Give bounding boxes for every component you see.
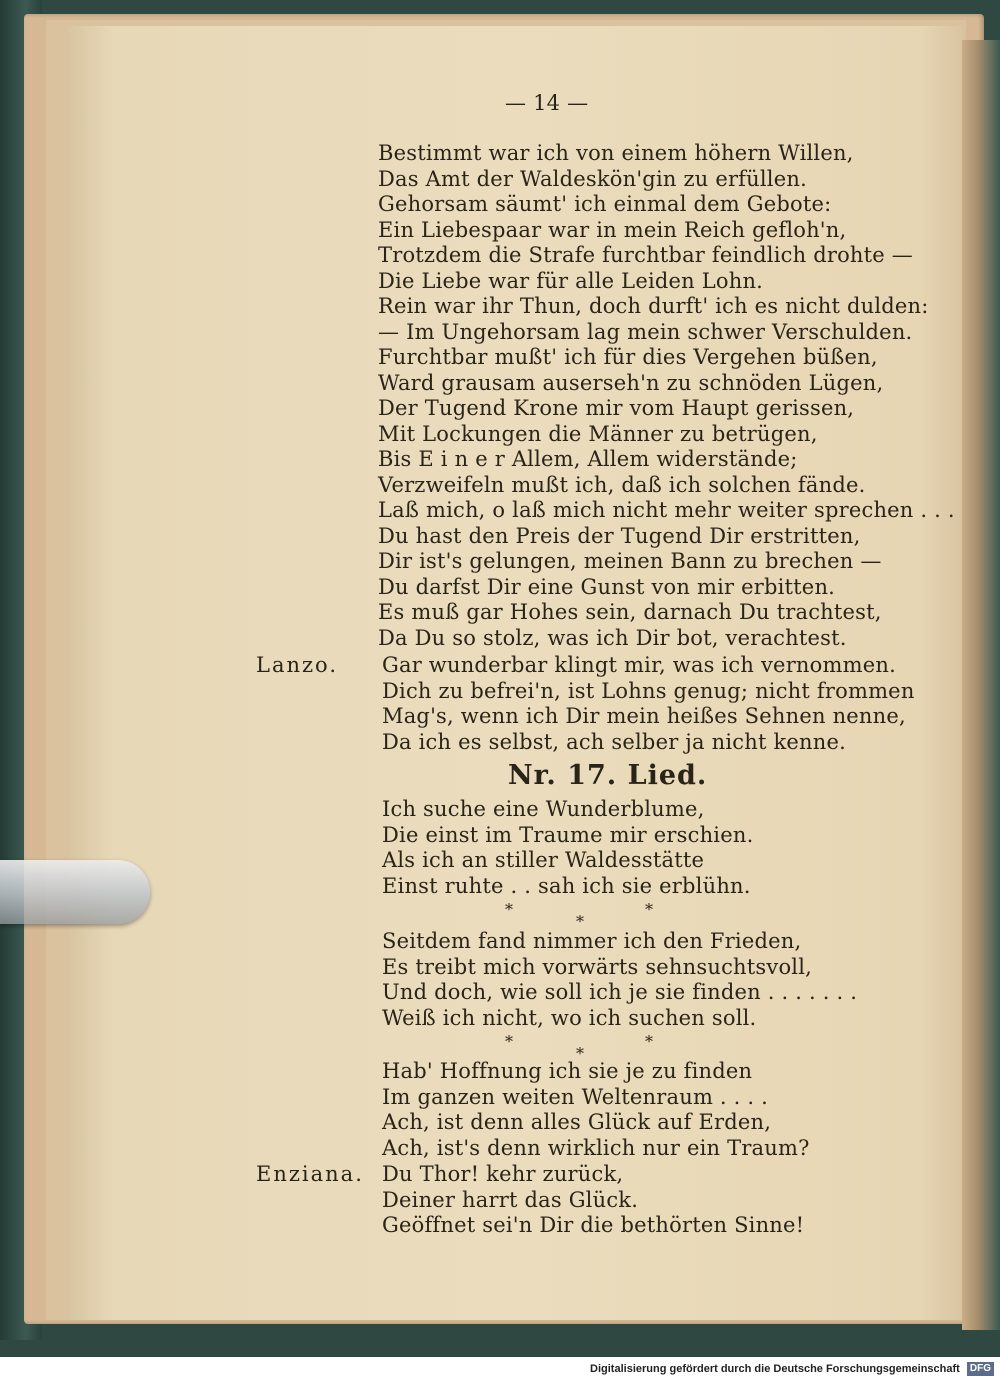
asterism-star: * bbox=[505, 1032, 514, 1051]
verse-line: Als ich an stiller Waldesstätte bbox=[382, 848, 705, 872]
verse-line: Dir ist's gelungen, meinen Bann zu brechen — bbox=[378, 549, 882, 573]
verse-line: Mit Lockungen die Männer zu betrügen, bbox=[378, 422, 818, 446]
asterism-star: * bbox=[576, 1044, 585, 1063]
verse-line: Ach, ist denn alles Glück auf Erden, bbox=[382, 1110, 772, 1134]
song-heading: Nr. 17. Lied. bbox=[508, 760, 708, 791]
asterism-star: * bbox=[645, 1032, 654, 1051]
verse-line: Der Tugend Krone mir vom Haupt gerissen, bbox=[378, 396, 855, 420]
verse-line: Es muß gar Hohes sein, darnach Du trachtest, bbox=[378, 600, 882, 624]
verse-line: Die Liebe war für alle Leiden Lohn. bbox=[378, 269, 764, 293]
verse-line: — Im Ungehorsam lag mein schwer Verschulden. bbox=[378, 320, 913, 344]
verse-line: Furchtbar mußt' ich für dies Vergehen büßen, bbox=[378, 345, 878, 369]
verse-line: Hab' Hoffnung ich sie je zu finden bbox=[382, 1059, 753, 1083]
asterism-star: * bbox=[576, 912, 585, 931]
speaker-name: Lanzo. bbox=[256, 653, 339, 677]
funding-text: Digitalisierung gefördert durch die Deutsche Forschungsgemeinschaft bbox=[590, 1363, 960, 1375]
verse-line: Deiner harrt das Glück. bbox=[382, 1188, 639, 1212]
page-number: — 14 — bbox=[505, 91, 589, 115]
verse-line: Ward grausam auserseh'n zu schnöden Lügen, bbox=[378, 371, 884, 395]
verse-line: Gehorsam säumt' ich einmal dem Gebote: bbox=[378, 192, 832, 216]
verse-line: Einst ruhte . . sah ich sie erblühn. bbox=[382, 874, 751, 898]
asterism-star: * bbox=[645, 900, 654, 919]
verse-line: Geöffnet sei'n Dir die bethörten Sinne! bbox=[382, 1213, 805, 1237]
verse-line: Da Du so stolz, was ich Dir bot, verachtest. bbox=[378, 626, 847, 650]
verse-line: Gar wunderbar klingt mir, was ich vernommen. bbox=[382, 653, 896, 677]
verse-line: Seitdem fand nimmer ich den Frieden, bbox=[382, 929, 802, 953]
verse-line: Bestimmt war ich von einem höhern Willen, bbox=[378, 141, 854, 165]
dfg-logo: DFG bbox=[967, 1362, 994, 1376]
verse-line: Du darfst Dir eine Gunst von mir erbitten. bbox=[378, 575, 836, 599]
page-clip bbox=[0, 860, 150, 924]
verse-line: Laß mich, o laß mich nicht mehr weiter sprechen . . . bbox=[378, 498, 955, 522]
verse-line: Du Thor! kehr zurück, bbox=[382, 1162, 624, 1186]
verse-line: Weiß ich nicht, wo ich suchen soll. bbox=[382, 1006, 757, 1030]
verse-line: Trotzdem die Strafe furchtbar feindlich drohte — bbox=[378, 243, 913, 267]
verse-line: Die einst im Traume mir erschien. bbox=[382, 823, 754, 847]
verse-line: Mag's, wenn ich Dir mein heißes Sehnen nenne, bbox=[382, 704, 906, 728]
verse-line: Du hast den Preis der Tugend Dir erstritten, bbox=[378, 524, 861, 548]
verse-line: Bis E i n e r Allem, Allem widerstände; bbox=[378, 447, 798, 471]
speaker-name: Enziana. bbox=[256, 1162, 364, 1186]
verse-line: Ein Liebespaar war in mein Reich gefloh'n, bbox=[378, 218, 847, 242]
verse-line: Dich zu befrei'n, ist Lohns genug; nicht frommen bbox=[382, 679, 915, 703]
verse-line: Da ich es selbst, ach selber ja nicht kenne. bbox=[382, 730, 846, 754]
verse-line: Ach, ist's denn wirklich nur ein Traum? bbox=[382, 1136, 810, 1160]
verse-line: Verzweifeln mußt ich, daß ich solchen fände. bbox=[378, 473, 866, 497]
verse-line: Es treibt mich vorwärts sehnsuchtsvoll, bbox=[382, 955, 812, 979]
verse-line: Und doch, wie soll ich je sie finden . . . . . . . bbox=[382, 980, 858, 1004]
verse-line: Ich suche eine Wunderblume, bbox=[382, 797, 705, 821]
verse-line: Im ganzen weiten Weltenraum . . . . bbox=[382, 1085, 769, 1109]
verse-line: Rein war ihr Thun, doch durft' ich es nicht dulden: bbox=[378, 294, 929, 318]
asterism-star: * bbox=[505, 900, 514, 919]
verse-line: Das Amt der Waldeskön'gin zu erfüllen. bbox=[378, 167, 807, 191]
funding-footer bbox=[0, 1357, 1000, 1381]
